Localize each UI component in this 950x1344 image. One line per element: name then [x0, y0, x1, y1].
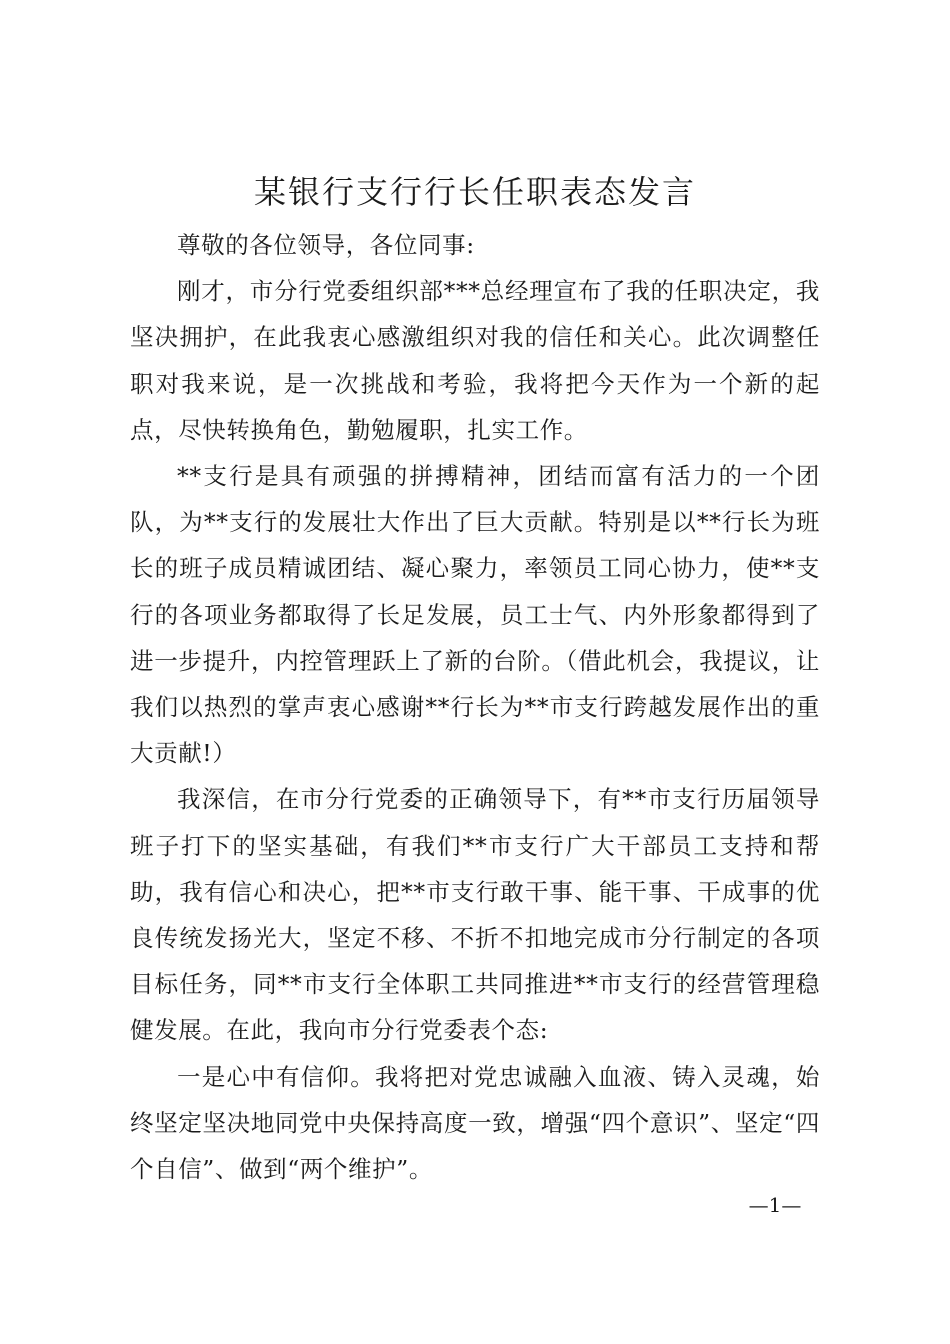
- paragraph-2: **支行是具有顽强的拼搏精神，团结而富有活力的一个团队，为**支行的发展壮大作出了巨大贡献。特别是以**行长为班长的班子成员精诚团结、凝心聚力，率领员工同心协力，使**支行的各项业务都取得了长足发展，员工士气、内外形象都得到了进一步提升，内控管理跃上了新的台阶。（借此机会，我提议，让我们以热烈的掌声衷心感谢**行长为**市支行跨越发展作出的重大贡献!）: [130, 462, 820, 768]
- paragraph-1: 刚才，市分行党委组织部***总经理宣布了我的任职决定，我坚决拥护，在此我衷心感激组织对我的信任和关心。此次调整任职对我来说，是一次挑战和考验，我将把今天作为一个新的起点，尽快转换角色，勤勉履职，扎实工作。: [130, 277, 820, 444]
- document-body: [130, 222, 820, 1192]
- salutation: 尊敬的各位领导，各位同事:: [177, 231, 475, 259]
- paragraph-4: 一是心中有信仰。我将把对党忠诚融入血液、铸入灵魂，始终坚定坚决地同党中央保持高度一致，增强“四个意识”、坚定“四个自信”、做到“两个维护”。: [130, 1062, 820, 1184]
- document-title: 某银行支行行长任职表态发言: [253, 173, 696, 211]
- page-number: —1—: [748, 1193, 802, 1217]
- paragraph-3: 我深信，在市分行党委的正确领导下，有**市支行历届领导班子打下的坚实基础，有我们**市支行广大干部员工支持和帮助，我有信心和决心，把**市支行敢干事、能干事、干成事的优良传统发扬光大，坚定不移、不折不扣地完成市分行制定的各项目标任务，同**市支行全体职工共同推进**市支行的经营管理稳健发展。在此，我向市分行党委表个态:: [130, 785, 820, 1045]
